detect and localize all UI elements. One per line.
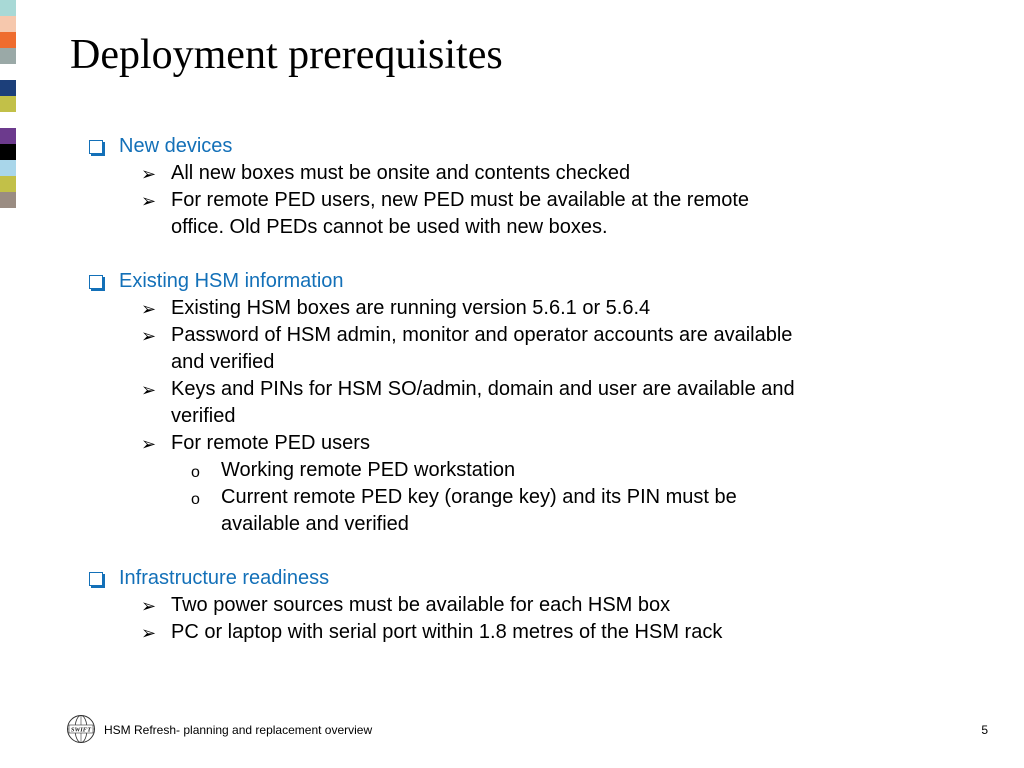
color-swatch — [0, 32, 16, 48]
arrow-bullet-icon: ➢ — [141, 434, 157, 454]
list-item — [0, 295, 1024, 322]
list-item — [0, 376, 1024, 403]
section-heading-row — [0, 565, 1024, 592]
list-item — [0, 160, 1024, 187]
color-swatch — [0, 0, 16, 16]
color-swatch — [0, 64, 16, 80]
list-item-text: For remote PED users, new PED must be available at the remote — [171, 189, 750, 211]
arrow-bullet-icon: ➢ — [141, 164, 157, 184]
sub-list-item-continuation — [0, 511, 1024, 538]
svg-text:SWIFT: SWIFT — [70, 726, 92, 734]
checkbox-bullet-icon — [89, 133, 103, 162]
list-item — [0, 592, 1024, 619]
checkbox-bullet-icon — [89, 268, 103, 297]
list-item-text: Keys and PINs for HSM SO/admin, domain and user are available and — [171, 378, 795, 400]
sub-list-item-text: Current remote PED key (orange key) and its PIN must be — [221, 486, 737, 508]
list-item-text: verified — [171, 405, 236, 427]
section-heading-row — [0, 268, 1024, 295]
list-item-text: and verified — [171, 351, 275, 373]
section-heading: New devices — [119, 135, 233, 157]
list-item-text: office. Old PEDs cannot be used with new boxes. — [171, 216, 608, 238]
swift-logo-icon — [66, 714, 96, 744]
color-swatch — [0, 112, 16, 128]
arrow-bullet-icon: ➢ — [141, 623, 157, 643]
sub-list-item — [0, 457, 1024, 484]
arrow-bullet-icon: ➢ — [141, 380, 157, 400]
list-item-continuation — [0, 214, 1024, 241]
circle-bullet-icon: o — [191, 491, 200, 508]
color-swatch — [0, 80, 16, 96]
list-item-text: Password of HSM admin, monitor and operator accounts are available — [171, 324, 793, 346]
list-item-text: Existing HSM boxes are running version 5.6.1 or 5.6.4 — [171, 297, 651, 319]
circle-bullet-icon: o — [191, 464, 200, 481]
sub-list-item — [0, 484, 1024, 511]
arrow-bullet-icon: ➢ — [141, 299, 157, 319]
list-item-text: For remote PED users — [171, 432, 370, 454]
list-item-continuation — [0, 349, 1024, 376]
list-item — [0, 187, 1024, 214]
slide-content — [0, 133, 1024, 646]
page-number: 5 — [981, 723, 988, 737]
list-item-text: Two power sources must be available for each HSM box — [171, 594, 671, 616]
section-heading-row — [0, 133, 1024, 160]
arrow-bullet-icon: ➢ — [141, 596, 157, 616]
checkbox-bullet-icon — [89, 565, 103, 594]
list-item — [0, 322, 1024, 349]
list-item-text: All new boxes must be onsite and contents checked — [171, 162, 631, 184]
sub-list-item-text: Working remote PED workstation — [221, 459, 516, 481]
arrow-bullet-icon: ➢ — [141, 326, 157, 346]
slide-title: Deployment prerequisites — [70, 32, 503, 78]
color-swatch — [0, 48, 16, 64]
section-heading: Existing HSM information — [119, 270, 344, 292]
section-heading: Infrastructure readiness — [119, 567, 330, 589]
list-item-continuation — [0, 403, 1024, 430]
list-item-text: PC or laptop with serial port within 1.8 metres of the HSM rack — [171, 621, 723, 643]
color-swatch — [0, 16, 16, 32]
sub-list-item-text: available and verified — [221, 513, 409, 535]
footer-title: HSM Refresh- planning and replacement overview — [104, 723, 373, 737]
list-item — [0, 430, 1024, 457]
list-item — [0, 619, 1024, 646]
color-swatch — [0, 96, 16, 112]
arrow-bullet-icon: ➢ — [141, 191, 157, 211]
slide-footer — [0, 714, 1024, 748]
